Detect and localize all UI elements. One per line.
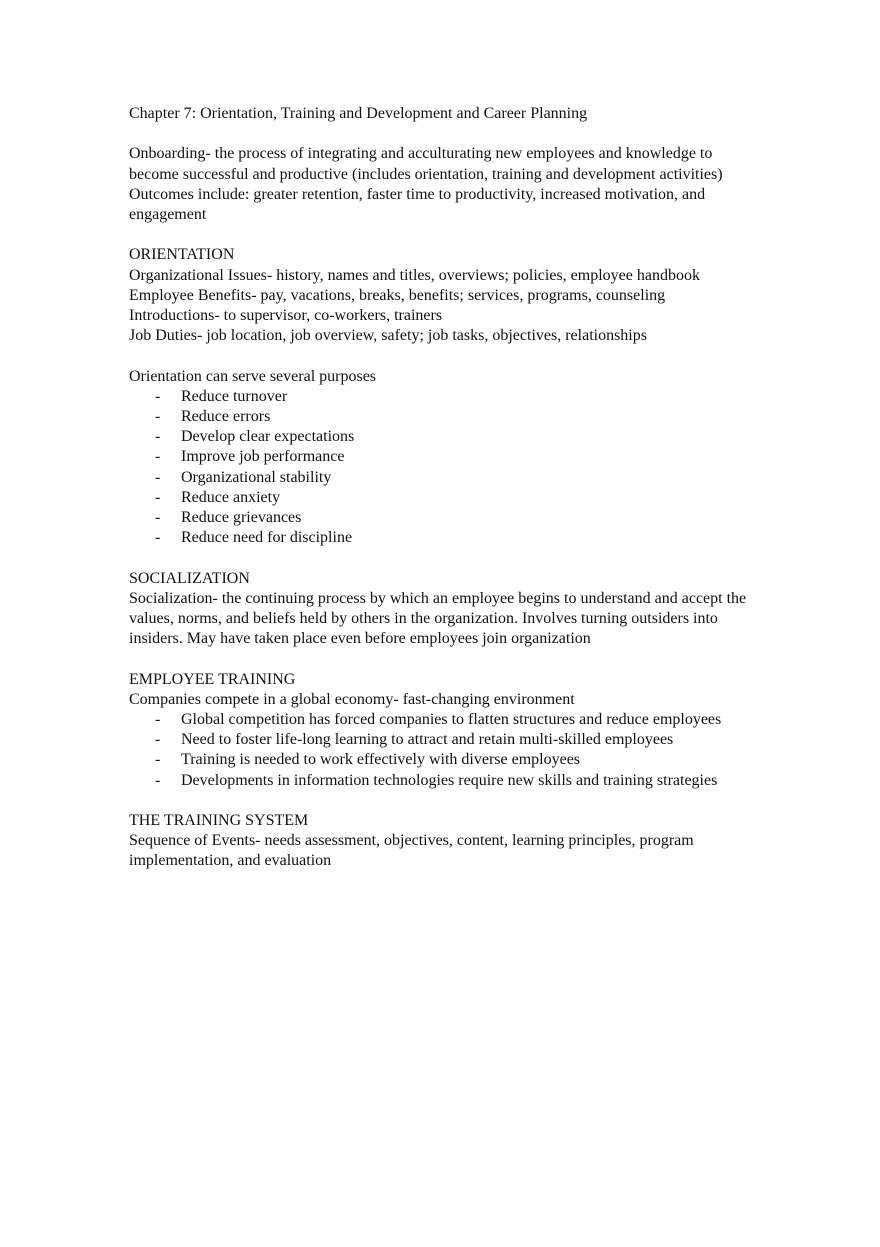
dash-marker: -: [155, 428, 161, 446]
employee-training-list: [129, 710, 749, 791]
dash-marker: -: [155, 408, 161, 425]
dash-marker: -: [155, 468, 161, 486]
dash-marker: -: [155, 488, 161, 506]
list-item: - Develop clear expectations: [129, 427, 749, 447]
page-title: Chapter 7: Orientation, Training and Development and Career Planning: [129, 105, 588, 122]
dash-marker: -: [155, 771, 161, 789]
document-page: [129, 104, 749, 872]
onboarding-outcomes: Outcomes include: greater retention, faster time to productivity, increased motivation, and engagement: [129, 185, 706, 223]
dash-marker: -: [155, 509, 161, 527]
orientation-purposes-intro: Orientation can serve several purposes: [129, 367, 377, 385]
orientation-line: Job Duties- job location, job overview, safety; job tasks, objectives, relationships: [129, 327, 647, 345]
list-item: - Need to foster life-long learning to attract and retain multi-skilled employees: [129, 730, 749, 750]
socialization-text: Socialization- the continuing process by which an employee begins to understand and accept the values, norms, and beliefs held by others in the organization. Involves turning outsiders into insiders. May have taken place even before employees join organization: [129, 589, 747, 648]
list-item: - Reduce turnover: [129, 387, 749, 407]
list-item: - Improve job performance: [129, 447, 749, 467]
training-system-heading: THE TRAINING SYSTEM: [129, 812, 309, 830]
list-item: - Global competition has forced companies to flatten structures and reduce employees: [129, 710, 749, 730]
dash-marker: -: [155, 387, 161, 405]
list-item: - Training is needed to work effectively with diverse employees: [129, 750, 749, 770]
list-item: - Reduce need for discipline: [129, 528, 749, 548]
orientation-line: Organizational Issues- history, names and titles, overviews; policies, employee handbook: [129, 266, 700, 284]
onboarding-definition: Onboarding- the process of integrating and acculturating new employees and knowledge to become successful and productive (includes orientation, training and development activities): [129, 145, 723, 183]
dash-marker: -: [155, 751, 161, 769]
socialization-heading: SOCIALIZATION: [129, 569, 250, 587]
dash-marker: -: [155, 448, 161, 466]
list-item: - Organizational stability: [129, 468, 749, 488]
list-item: - Reduce anxiety: [129, 488, 749, 508]
dash-marker: -: [155, 529, 161, 547]
employee-training-intro: Companies compete in a global economy- fast-changing environment: [129, 690, 575, 708]
orientation-heading: ORIENTATION: [129, 246, 235, 264]
list-item: - Reduce errors: [129, 407, 749, 427]
orientation-purposes-list: [129, 387, 749, 549]
orientation-line: Introductions- to supervisor, co-workers, trainers: [129, 307, 443, 324]
employee-training-heading: EMPLOYEE TRAINING: [129, 670, 296, 688]
dash-marker: -: [155, 731, 161, 749]
orientation-line: Employee Benefits- pay, vacations, breaks, benefits; services, programs, counseling: [129, 286, 666, 304]
training-system-text: Sequence of Events- needs assessment, objectives, content, learning principles, program implementation, and evaluation: [129, 832, 694, 870]
dash-marker: -: [155, 711, 161, 729]
list-item: - Developments in information technologies require new skills and training strategies: [129, 771, 749, 791]
list-item: - Reduce grievances: [129, 508, 749, 528]
